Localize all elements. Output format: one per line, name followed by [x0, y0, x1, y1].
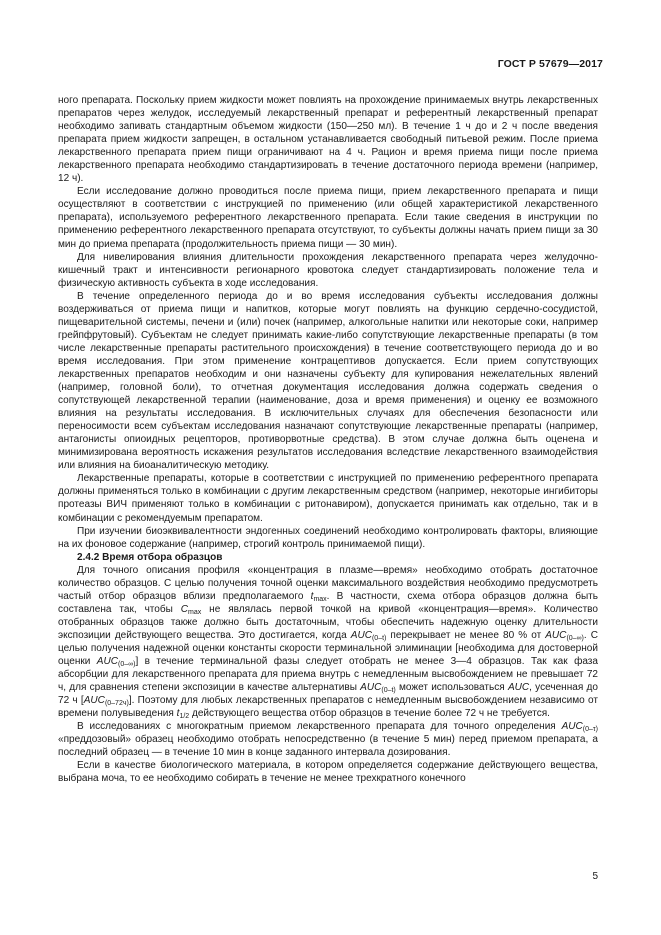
text-run: не являлась первой точкой на кривой «концентрация—время». Количество отобранных образцов также должно быть достаточным, чтобы обеспечить надежную оценку длительности экспозиции действующего вещества. Это достигается, когда — [58, 603, 598, 641]
text-run: В исследованиях с многократным приемом лекарственного препарата для точного определения — [77, 721, 562, 733]
symbol: AUC — [545, 629, 567, 641]
document-body — [58, 94, 598, 785]
symbol: AUC — [96, 656, 119, 668]
section-heading: 2.4.2 Время отбора образцов — [77, 551, 223, 563]
symbol: AUC — [561, 721, 583, 733]
subscript: max — [313, 595, 327, 603]
text-run: . В частности, схема отбора образцов должна быть составлена так, чтобы — [58, 590, 599, 615]
text-run: ]. Поэтому для любых лекарственных препаратов с немедленным высвобождением независимо от времени полувыведения — [58, 695, 598, 720]
paragraph: При изучении биоэквивалентности эндогенных соединений необходимо контролировать факторы, влияющие на их фоновое содержание (например, строгий контроль принимаемой пищи). — [58, 525, 598, 550]
text-run: может использоваться — [395, 682, 508, 694]
paragraph: ного препарата. Поскольку прием жидкости может повлиять на прохождение принимаемых внутрь лекарственных препаратов через желудок, исследуемый лекарственный препарат и референтный лекарственный препарат необходимо запивать стандартным объемом жидкости (150—250 мл). В течение 1 ч до и 2 ч после введения препарата прием жидкости запрещен, в остальном устанавливается свободный питьевой режим. После приема лекарственного препарата прием пищи ограничивают на 4 ч. Рацион и время приема пищи после приема лекарственного препарата необходимо стандартизировать в течение достаточного периода времени (например, 12 ч). — [58, 95, 598, 185]
symbol: C — [180, 603, 189, 615]
subscript: (0–t) — [371, 634, 387, 642]
text-run: «преддозовый» образец необходимо отобрать непосредственно (в течение 5 мин) перед приемом препарата, а последний образец — в течение 10 мин в конце заданного интервала дозирования. — [58, 734, 598, 759]
paragraph-sampling — [58, 564, 598, 721]
text-run: . С целью получения надежной оценки константы скорости терминальной элиминации [необходима для достоверной оценки — [58, 629, 598, 668]
subscript: (0–∞) — [118, 661, 136, 669]
subscript: (0–t) — [381, 687, 396, 695]
subscript: (0–∞) — [566, 634, 584, 642]
symbol: AUC — [83, 695, 105, 707]
text-run: , усеченная до 72 ч [ — [58, 682, 598, 707]
symbol: AUC — [360, 682, 382, 694]
symbol: AUC — [507, 682, 530, 694]
text-run: ] в течение терминальной фазы следует отобрать не менее 3—4 образцов. Так как фаза абсорбции для лекарственного препарата для приема внутрь с немедленным высвобождением не превышает 72 ч, для сравнения степени экспозиции в качестве альтернативы — [58, 656, 598, 694]
paragraph: Если исследование должно проводиться после приема пищи, прием лекарственного препарата и пищи осуществляют в соответствии с инструкцией по применению (или общей характеристикой лекарственного препарата), используемого референтного лекарственного препарата. Если такие сведения в инструкции по применению референтного лекарственного препарата отсутствуют, то субъекты должны начать прием пищи за 30 мин до приема препарата (продолжительность приема пищи — 30 мин). — [58, 186, 598, 250]
symbol: t — [176, 708, 180, 720]
subscript: (0–72ч) — [104, 700, 129, 708]
subscript: (0–τ) — [582, 726, 598, 734]
paragraph-multiple-dose — [58, 720, 598, 759]
page-number: 5 — [592, 871, 598, 882]
subscript: 1/2 — [179, 713, 190, 721]
paragraph: Для нивелирования влияния длительности прохождения лекарственного препарата через желудочно-кишечный тракт и интенсивности регионарного кровотока следует стандартизировать положение тела и физическую активность субъекта в ходе исследования. — [58, 251, 598, 289]
subscript: max — [188, 608, 202, 616]
paragraph: В течение определенного периода до и во время исследования субъекты исследования должны воздерживаться от приема пищи и напитков, которые могут повлиять на функцию сердечно-сосудистой, пищеварительной системы, печени и (или) почек (например, алкогольные напитки или некоторые соки, например грейпфрутовый). Субъектам не следует принимать какие-либо сопутствующие лекарственные препараты (в том числе лекарственные препараты растительного происхождения) в течение соответствующего периода до и во время исследования. При этом применение контрацептивов допускается. Если прием сопутствующих лекарственных препаратов необходим и они назначены субъекту для купирования нежелательных явлений (например, головной боли), то отчетная документация исследования должна содержать сведения о сопутствующей лекарственной терапии (наименование, доза и время применения) и оценку ее возможного влияния на результаты исследования. В исключительных случаях для обеспечения безопасности или переносимости всем субъектам исследования назначают сопутствующие лекарственные препараты (например, антагонисты опиоидных рецепторов, противорвотные средства). В этом случае должна быть оценена и минимизирована вероятность искажения результатов исследования вследствие лекарственного взаимодействия или влияния на биоаналитическую методику. — [58, 290, 598, 472]
paragraph: Лекарственные препараты, которые в соответствии с инструкцией по применению референтного препарата должны применяться только в комбинации с другим лекарственным средством (например, некоторые ингибиторы протеазы ВИЧ применяют только в комбинации с ритонавиром), допускается принимать как отдельно, так и в комбинации с рекомендуемым препаратом. — [58, 473, 598, 524]
symbol: t — [310, 590, 314, 602]
text-run: действующего вещества отбор образцов в течение более 72 ч не требуется. — [189, 708, 550, 720]
standard-header: ГОСТ Р 57679—2017 — [497, 58, 603, 70]
text-run: перекрывает не менее 80 % от — [386, 629, 546, 641]
text-run: Для точного описания профиля «концентрация в плазме—время» необходимо отобрать достаточное количество образцов. С целью получения точной оценки максимального воздействия необходимо предусмотреть частый отбор образцов вблизи предполагаемого — [58, 564, 598, 602]
symbol: AUC — [350, 629, 372, 641]
paragraph: Если в качестве биологического материала, в котором определяется содержание действующего вещества, выбрана моча, то ее необходимо собирать в течение не менее трехкратного конечного — [58, 760, 598, 785]
